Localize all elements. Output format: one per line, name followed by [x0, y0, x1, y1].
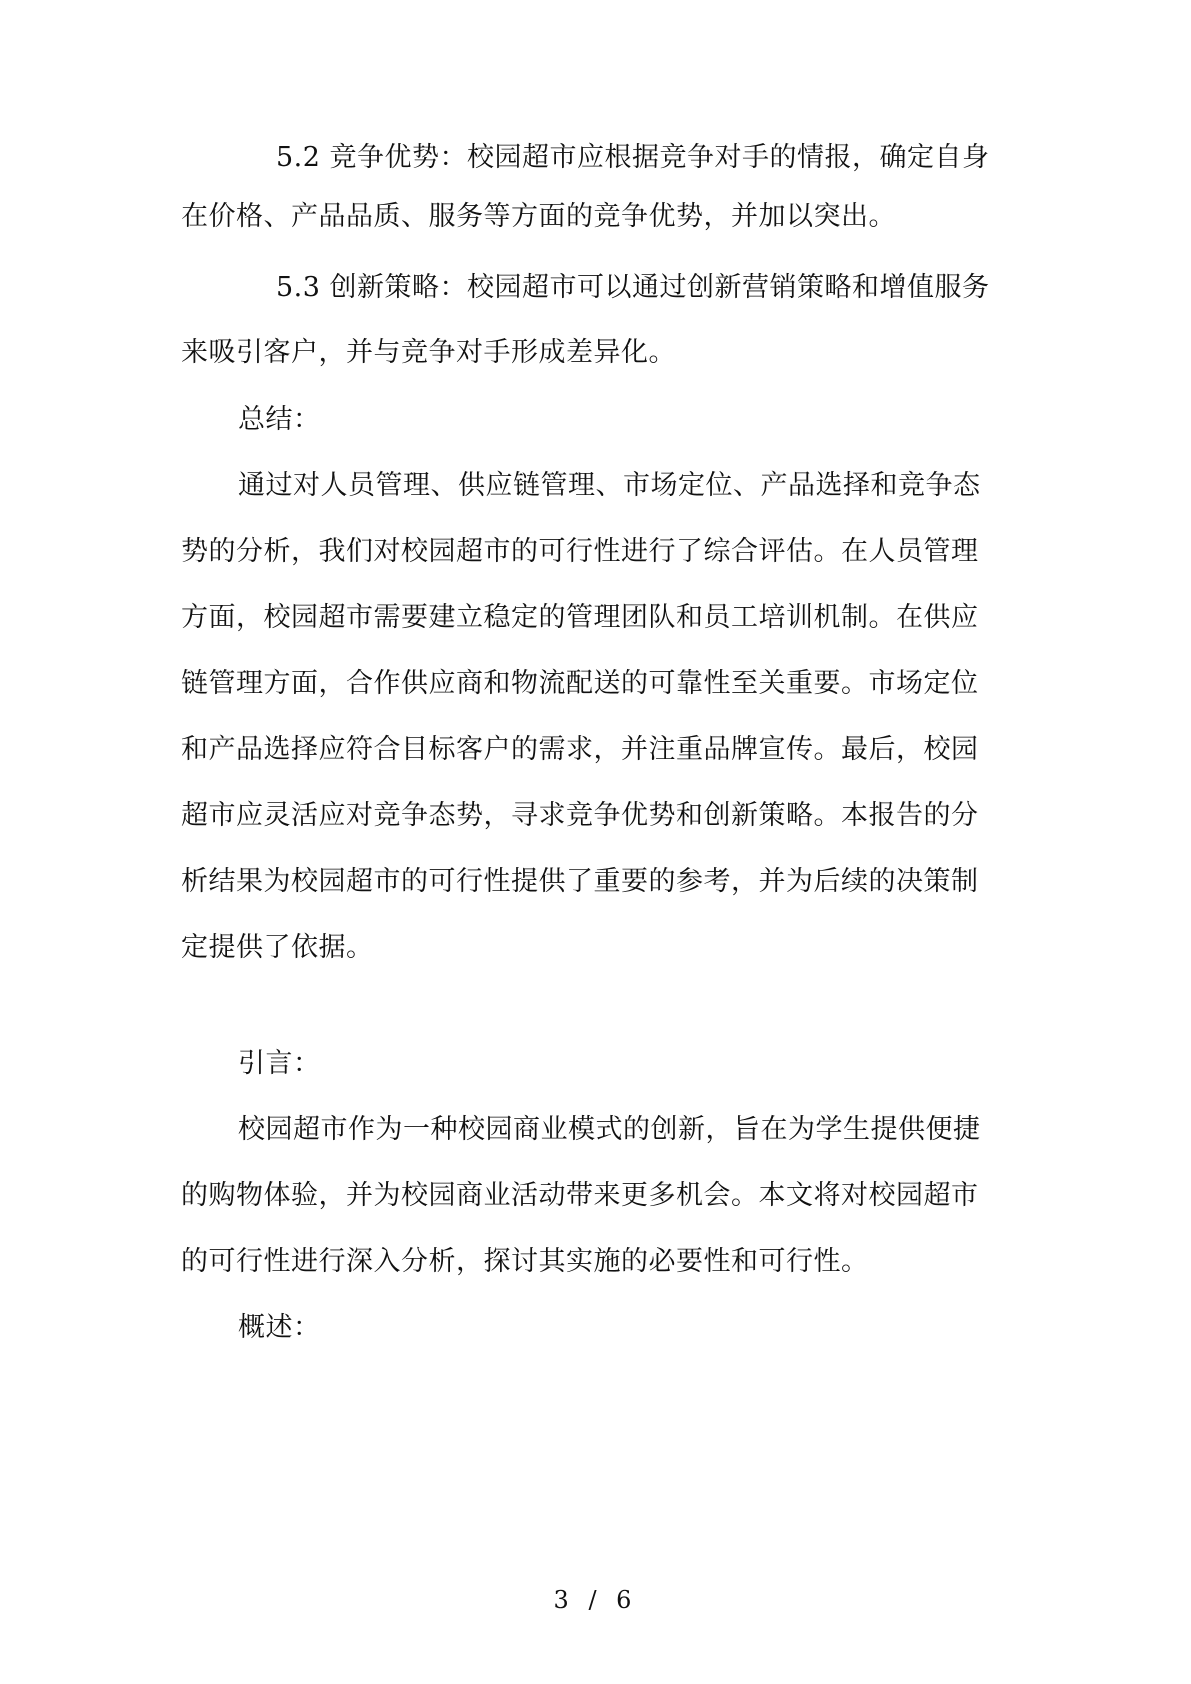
intro-line-1: 校园超市作为一种校园商业模式的创新，旨在为学生提供便捷 [238, 1114, 981, 1145]
summary-line-4: 链管理方面，合作供应商和物流配送的可靠性至关重要。市场定位 [181, 668, 979, 699]
page-indicator: 3 / 6 [553, 1586, 638, 1614]
overview-heading: 概述： [238, 1312, 321, 1343]
intro-line-2: 的购物体验，并为校园商业活动带来更多机会。本文将对校园超市 [181, 1180, 979, 1211]
summary-line-5: 和产品选择应符合目标客户的需求，并注重品牌宣传。最后，校园 [181, 734, 979, 765]
summary-line-1: 通过对人员管理、供应链管理、市场定位、产品选择和竞争态 [238, 470, 981, 501]
summary-line-3: 方面，校园超市需要建立稳定的管理团队和员工培训机制。在供应 [181, 602, 979, 633]
summary-line-7: 析结果为校园超市的可行性提供了重要的参考，并为后续的决策制 [181, 866, 979, 897]
section-5-3-line-1: 5.3 创新策略：校园超市可以通过创新营销策略和增值服务 [276, 272, 990, 303]
summary-line-2: 势的分析，我们对校园超市的可行性进行了综合评估。在人员管理 [181, 536, 979, 567]
section-5-3-line-2: 来吸引客户，并与竞争对手形成差异化。 [181, 337, 676, 368]
section-5-2-line-2: 在价格、产品品质、服务等方面的竞争优势，并加以突出。 [181, 201, 896, 232]
section-5-2-line-1: 5.2 竞争优势：校园超市应根据竞争对手的情报，确定自身 [276, 142, 990, 173]
summary-heading: 总结： [238, 404, 321, 435]
summary-line-6: 超市应灵活应对竞争态势，寻求竞争优势和创新策略。本报告的分 [181, 800, 979, 831]
summary-line-8: 定提供了依据。 [181, 932, 374, 963]
intro-line-3: 的可行性进行深入分析，探讨其实施的必要性和可行性。 [181, 1246, 869, 1277]
intro-heading: 引言： [238, 1048, 321, 1079]
